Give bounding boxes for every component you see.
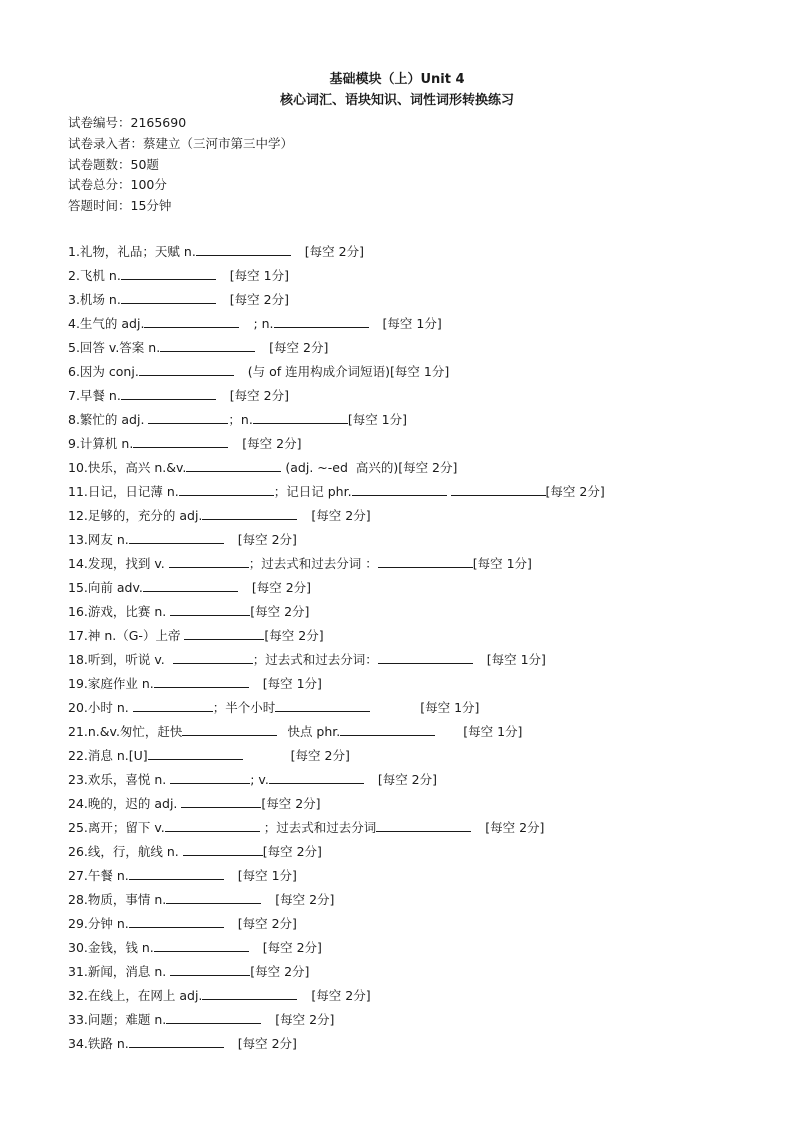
question-item <box>68 337 748 361</box>
question-text: 14.发现，找到 v. <box>68 556 169 571</box>
question-text: [每空 1分] <box>486 652 546 667</box>
answer-blank[interactable] <box>139 361 234 376</box>
question-item <box>68 793 748 817</box>
question-text: 10.快乐，高兴 n.&v. <box>68 460 187 475</box>
question-text: 22.消息 n.[U] <box>68 748 148 763</box>
question-text: 1.礼物，礼品；天赋 n. <box>68 244 196 259</box>
answer-blank[interactable] <box>378 649 473 664</box>
answer-blank[interactable] <box>274 313 369 328</box>
answer-blank[interactable] <box>340 721 435 736</box>
question-text: ; v. <box>250 772 269 787</box>
question-text: 18.听到，听说 v. <box>68 652 173 667</box>
answer-blank[interactable] <box>129 913 224 928</box>
total-score: 试卷总分：100分 <box>68 177 167 193</box>
question-text: [每空 2分] <box>251 580 312 595</box>
question-text: 32.在线上，在网上 adj. <box>68 988 203 1003</box>
question-text: [每空 2分] <box>304 244 364 259</box>
question-item <box>68 505 748 529</box>
question-text: ；过去式和过去分词 ： <box>248 556 378 571</box>
answer-blank[interactable] <box>184 625 264 640</box>
question-text: 7.早餐 n. <box>68 388 121 403</box>
answer-blank[interactable] <box>170 601 250 616</box>
question-item <box>68 769 748 793</box>
answer-blank[interactable] <box>179 481 274 496</box>
answer-blank[interactable] <box>202 985 297 1000</box>
question-text: [每空 2分] <box>237 532 297 547</box>
question-item <box>68 745 748 769</box>
answer-blank[interactable] <box>154 937 249 952</box>
question-text: 6.因为 conj. <box>68 364 139 379</box>
answer-blank[interactable] <box>451 481 546 496</box>
page-subtitle: 核心词汇、语块知识、词性词形转换练习 <box>279 93 514 108</box>
question-text: 17.神 n.（G-）上帝 <box>68 628 185 643</box>
answer-blank[interactable] <box>378 553 473 568</box>
question-item <box>68 673 748 697</box>
answer-blank[interactable] <box>129 865 224 880</box>
answer-blank[interactable] <box>121 289 216 304</box>
question-item <box>68 961 748 985</box>
question-item <box>68 313 748 337</box>
question-text: [每空 1分] <box>463 724 523 739</box>
question-text: [每空 2分] <box>485 820 545 835</box>
question-text: (与 of 连用构成介词短语)[每空 1分] <box>247 364 450 379</box>
answer-blank[interactable] <box>148 745 243 760</box>
question-text: [每空 1分] <box>229 268 289 283</box>
answer-blank[interactable] <box>169 553 249 568</box>
question-text: [每空 2分] <box>264 628 324 643</box>
question-item <box>68 841 748 865</box>
question-item <box>68 697 748 721</box>
answer-blank[interactable] <box>165 817 260 832</box>
answer-blank[interactable] <box>352 481 447 496</box>
question-text: 26.线，行，航线 n. <box>68 844 183 859</box>
question-text: [每空 2分] <box>545 484 605 499</box>
question-text: [每空 2分] <box>237 1036 297 1051</box>
question-text: 23.欢乐，喜悦 n. <box>68 772 171 787</box>
question-text: [每空 2分] <box>250 604 310 619</box>
question-item <box>68 913 748 937</box>
exam-author: 试卷录入者：蔡建立（三河市第三中学） <box>68 135 294 151</box>
question-text: 31.新闻，消息 n. <box>68 964 171 979</box>
question-text: [每空 2分] <box>311 988 371 1003</box>
answer-blank[interactable] <box>183 841 263 856</box>
question-text: ; n. <box>253 316 274 331</box>
question-item <box>68 433 748 457</box>
question-item <box>68 721 748 745</box>
question-text: [每空 1分] <box>237 868 297 883</box>
answer-blank[interactable] <box>129 1033 224 1048</box>
question-list <box>68 241 748 1057</box>
question-item <box>68 625 748 649</box>
question-text: 4.生气的 adj. <box>68 316 145 331</box>
answer-blank[interactable] <box>143 577 238 592</box>
question-text: [每空 1分] <box>472 556 532 571</box>
question-text: [每空 2分] <box>275 1012 335 1027</box>
question-text: [每空 2分] <box>275 892 335 907</box>
exam-meta <box>68 113 293 217</box>
answer-blank[interactable] <box>166 1009 261 1024</box>
answer-blank[interactable] <box>121 385 216 400</box>
question-text: ；过去式和过去分词 <box>259 820 377 835</box>
question-text: [每空 2分] <box>229 388 289 403</box>
question-item <box>68 361 748 385</box>
question-text: [每空 2分] <box>311 508 371 523</box>
answer-blank[interactable] <box>275 697 370 712</box>
question-text: ；过去式和过去分词： <box>252 652 378 667</box>
question-item <box>68 481 748 505</box>
question-text: [每空 2分] <box>262 844 322 859</box>
question-text: (adj. ~-ed 高兴的)[每空 2分] <box>281 460 458 475</box>
question-count: 试卷题数：50题 <box>68 156 159 172</box>
question-text: [每空 1分] <box>347 412 408 427</box>
question-item <box>68 385 748 409</box>
question-item <box>68 577 748 601</box>
answer-blank[interactable] <box>186 457 281 472</box>
question-text: [每空 2分] <box>229 292 289 307</box>
answer-blank[interactable] <box>202 505 297 520</box>
question-text: [每空 2分] <box>242 436 302 451</box>
question-text: ；半个小时 <box>212 700 276 715</box>
question-item <box>68 553 748 577</box>
page-title: 基础模块（上）Unit 4 <box>329 72 465 87</box>
question-text: 8.繁忙的 adj. <box>68 412 149 427</box>
question-text: [每空 2分] <box>250 964 310 979</box>
question-item <box>68 457 748 481</box>
question-text: 3.机场 n. <box>68 292 121 307</box>
answer-blank[interactable] <box>133 433 228 448</box>
question-text: 19.家庭作业 n. <box>68 676 154 691</box>
answer-blank[interactable] <box>170 961 250 976</box>
question-text: [每空 1分] <box>382 316 442 331</box>
question-item <box>68 409 748 433</box>
question-text: 16.游戏，比赛 n. <box>68 604 171 619</box>
answer-blank[interactable] <box>129 529 224 544</box>
answer-blank[interactable] <box>269 769 364 784</box>
question-text: 28.物质，事情 n. <box>68 892 167 907</box>
question-item <box>68 241 748 265</box>
answer-blank[interactable] <box>376 817 471 832</box>
answer-blank[interactable] <box>166 889 261 904</box>
question-text: [每空 2分] <box>261 796 321 811</box>
question-item <box>68 817 748 841</box>
answer-blank[interactable] <box>154 673 249 688</box>
question-text: 9.计算机 n. <box>68 436 134 451</box>
question-item <box>68 865 748 889</box>
question-text: ；记日记 phr. <box>273 484 352 499</box>
answer-blank[interactable] <box>181 793 261 808</box>
question-text: [每空 2分] <box>237 916 297 931</box>
answer-blank[interactable] <box>173 649 253 664</box>
answer-blank[interactable] <box>133 697 213 712</box>
question-item <box>68 1033 748 1057</box>
question-text: ；n. <box>228 412 253 427</box>
question-text: 33.问题；难题 n. <box>68 1012 167 1027</box>
answer-blank[interactable] <box>144 313 239 328</box>
question-text: 5.回答 v.答案 n. <box>68 340 161 355</box>
question-item <box>68 601 748 625</box>
answer-blank[interactable] <box>253 409 348 424</box>
question-text: 30.金钱，钱 n. <box>68 940 154 955</box>
answer-blank[interactable] <box>121 265 216 280</box>
question-text: 15.向前 adv. <box>68 580 143 595</box>
question-item <box>68 649 748 673</box>
question-text: 11.日记，日记薄 n. <box>68 484 179 499</box>
question-text: [每空 1分] <box>262 676 322 691</box>
question-item <box>68 937 748 961</box>
question-item <box>68 985 748 1009</box>
question-text: [每空 2分] <box>262 940 322 955</box>
question-text: [每空 2分] <box>377 772 438 787</box>
question-text: [每空 2分] <box>290 748 350 763</box>
question-text: 2.飞机 n. <box>68 268 121 283</box>
answer-time: 答题时间：15分钟 <box>68 198 172 214</box>
question-item <box>68 289 748 313</box>
question-item <box>68 265 748 289</box>
answer-blank[interactable] <box>148 409 228 424</box>
answer-blank[interactable] <box>170 769 250 784</box>
answer-blank[interactable] <box>196 241 291 256</box>
question-text: 21.n.&v.匆忙，赶快 <box>68 724 183 739</box>
question-text: 24.晚的，迟的 adj. <box>68 796 182 811</box>
question-text: [每空 1分] <box>420 700 480 715</box>
question-item <box>68 1009 748 1033</box>
question-text: [每空 2分] <box>269 340 329 355</box>
question-text: 20.小时 n. <box>68 700 133 715</box>
question-text: 快点 phr. <box>287 724 341 739</box>
question-text: 29.分钟 n. <box>68 916 129 931</box>
question-text: 27.午餐 n. <box>68 868 129 883</box>
exam-id: 试卷编号：2165690 <box>68 115 187 130</box>
question-text: 34.铁路 n. <box>68 1036 129 1051</box>
answer-blank[interactable] <box>160 337 255 352</box>
question-text: 12.足够的，充分的 adj. <box>68 508 203 523</box>
answer-blank[interactable] <box>182 721 277 736</box>
question-item <box>68 529 748 553</box>
question-text: 25.离开；留下 v. <box>68 820 165 835</box>
question-text: 13.网友 n. <box>68 532 129 547</box>
question-item <box>68 889 748 913</box>
